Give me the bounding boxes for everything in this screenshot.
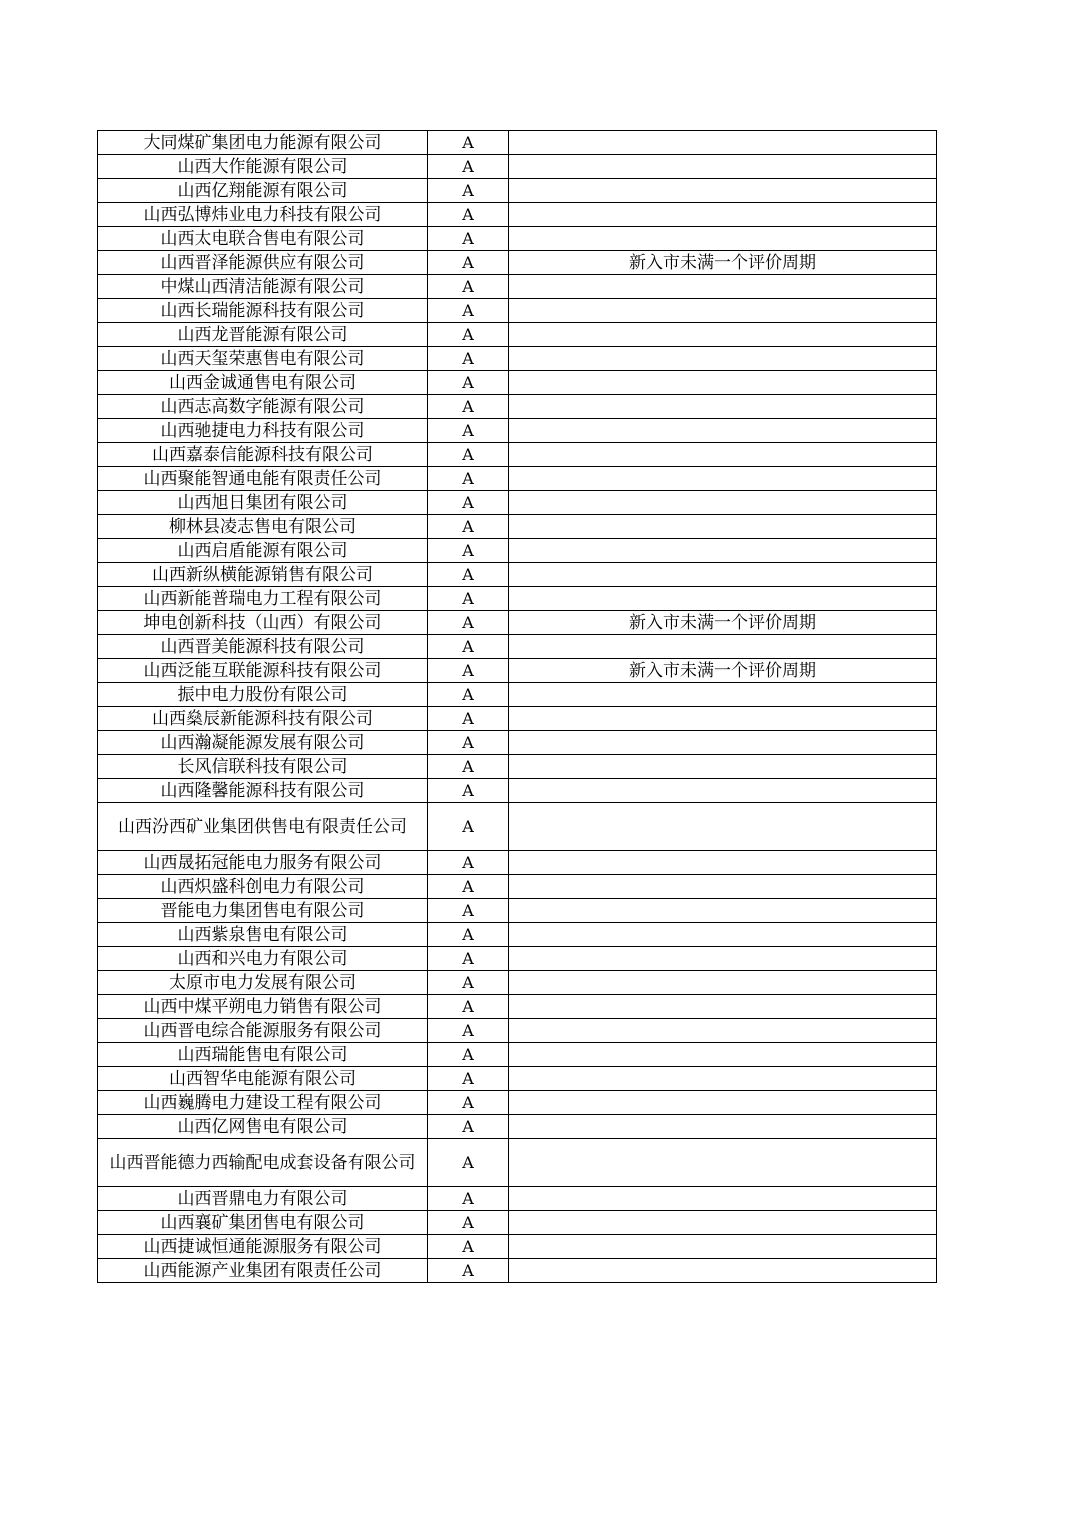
note-cell: 新入市未满一个评价周期 <box>509 251 937 275</box>
note-cell <box>509 467 937 491</box>
table-row <box>98 275 937 299</box>
note-cell <box>509 1139 937 1187</box>
company-name-cell: 长风信联科技有限公司 <box>98 755 428 779</box>
company-name-cell: 山西嘉泰信能源科技有限公司 <box>98 443 428 467</box>
table-row <box>98 1043 937 1067</box>
grade-cell: A <box>428 971 509 995</box>
grade-cell: A <box>428 347 509 371</box>
company-name-cell: 山西天玺荣惠售电有限公司 <box>98 347 428 371</box>
note-cell <box>509 851 937 875</box>
note-cell <box>509 419 937 443</box>
table-row <box>98 803 937 851</box>
company-name-cell: 山西启盾能源有限公司 <box>98 539 428 563</box>
grade-cell: A <box>428 203 509 227</box>
note-cell <box>509 179 937 203</box>
table-row <box>98 1019 937 1043</box>
company-grade-table <box>97 130 937 1283</box>
table-row <box>98 779 937 803</box>
table-row <box>98 1115 937 1139</box>
grade-cell: A <box>428 419 509 443</box>
table-row <box>98 1211 937 1235</box>
grade-cell: A <box>428 323 509 347</box>
company-name-cell: 山西晋鼎电力有限公司 <box>98 1187 428 1211</box>
grade-cell: A <box>428 899 509 923</box>
table-body <box>98 131 937 1283</box>
company-name-cell: 山西襄矿集团售电有限公司 <box>98 1211 428 1235</box>
company-name-cell: 山西驰捷电力科技有限公司 <box>98 419 428 443</box>
note-cell <box>509 275 937 299</box>
table-row <box>98 491 937 515</box>
grade-cell: A <box>428 1091 509 1115</box>
note-cell <box>509 995 937 1019</box>
company-name-cell: 山西能源产业集团有限责任公司 <box>98 1259 428 1283</box>
note-cell <box>509 779 937 803</box>
grade-cell: A <box>428 251 509 275</box>
company-name-cell: 山西隆馨能源科技有限公司 <box>98 779 428 803</box>
table-row <box>98 347 937 371</box>
company-name-cell: 山西晋能德力西输配电成套设备有限公司 <box>98 1139 428 1187</box>
table-row <box>98 371 937 395</box>
table-row <box>98 1235 937 1259</box>
note-cell <box>509 299 937 323</box>
table-row <box>98 851 937 875</box>
grade-cell: A <box>428 1067 509 1091</box>
table-row <box>98 875 937 899</box>
company-name-cell: 山西聚能智通电能有限责任公司 <box>98 467 428 491</box>
grade-cell: A <box>428 731 509 755</box>
company-name-cell: 山西亿翔能源有限公司 <box>98 179 428 203</box>
table-row <box>98 731 937 755</box>
company-name-cell: 大同煤矿集团电力能源有限公司 <box>98 131 428 155</box>
company-name-cell: 柳林县凌志售电有限公司 <box>98 515 428 539</box>
grade-cell: A <box>428 779 509 803</box>
table-row <box>98 635 937 659</box>
company-name-cell: 山西晋泽能源供应有限公司 <box>98 251 428 275</box>
note-cell <box>509 1187 937 1211</box>
note-cell: 新入市未满一个评价周期 <box>509 659 937 683</box>
table-row <box>98 419 937 443</box>
grade-cell: A <box>428 515 509 539</box>
grade-cell: A <box>428 1043 509 1067</box>
table-row <box>98 131 937 155</box>
note-cell <box>509 1211 937 1235</box>
table-row <box>98 1187 937 1211</box>
table-row <box>98 515 937 539</box>
note-cell <box>509 923 937 947</box>
company-name-cell: 山西长瑞能源科技有限公司 <box>98 299 428 323</box>
company-name-cell: 山西瑞能售电有限公司 <box>98 1043 428 1067</box>
company-name-cell: 太原市电力发展有限公司 <box>98 971 428 995</box>
table-row <box>98 251 937 275</box>
grade-cell: A <box>428 1187 509 1211</box>
company-name-cell: 山西金诚通售电有限公司 <box>98 371 428 395</box>
grade-cell: A <box>428 299 509 323</box>
table-row <box>98 995 937 1019</box>
note-cell <box>509 323 937 347</box>
company-name-cell: 山西新纵横能源销售有限公司 <box>98 563 428 587</box>
company-name-cell: 山西龙晋能源有限公司 <box>98 323 428 347</box>
note-cell <box>509 1235 937 1259</box>
note-cell <box>509 131 937 155</box>
grade-cell: A <box>428 875 509 899</box>
table-row <box>98 539 937 563</box>
company-name-cell: 山西大作能源有限公司 <box>98 155 428 179</box>
grade-cell: A <box>428 755 509 779</box>
table-row <box>98 323 937 347</box>
grade-cell: A <box>428 659 509 683</box>
company-name-cell: 晋能电力集团售电有限公司 <box>98 899 428 923</box>
company-name-cell: 山西和兴电力有限公司 <box>98 947 428 971</box>
company-name-cell: 山西志高数字能源有限公司 <box>98 395 428 419</box>
grade-cell: A <box>428 539 509 563</box>
table-row <box>98 947 937 971</box>
note-cell <box>509 515 937 539</box>
note-cell <box>509 371 937 395</box>
note-cell <box>509 899 937 923</box>
note-cell <box>509 227 937 251</box>
company-name-cell: 山西紫泉售电有限公司 <box>98 923 428 947</box>
note-cell <box>509 563 937 587</box>
table-row <box>98 707 937 731</box>
table-row <box>98 299 937 323</box>
note-cell: 新入市未满一个评价周期 <box>509 611 937 635</box>
table-row <box>98 443 937 467</box>
note-cell <box>509 803 937 851</box>
company-name-cell: 山西瀚凝能源发展有限公司 <box>98 731 428 755</box>
grade-cell: A <box>428 395 509 419</box>
table-row <box>98 755 937 779</box>
note-cell <box>509 1043 937 1067</box>
note-cell <box>509 971 937 995</box>
grade-cell: A <box>428 371 509 395</box>
grade-cell: A <box>428 923 509 947</box>
grade-cell: A <box>428 1211 509 1235</box>
grade-cell: A <box>428 803 509 851</box>
grade-cell: A <box>428 1115 509 1139</box>
note-cell <box>509 1259 937 1283</box>
table-row <box>98 1259 937 1283</box>
grade-cell: A <box>428 1235 509 1259</box>
company-name-cell: 山西捷诚恒通能源服务有限公司 <box>98 1235 428 1259</box>
grade-cell: A <box>428 1019 509 1043</box>
note-cell <box>509 155 937 179</box>
note-cell <box>509 947 937 971</box>
table-row <box>98 1139 937 1187</box>
grade-cell: A <box>428 467 509 491</box>
note-cell <box>509 443 937 467</box>
company-name-cell: 山西燊辰新能源科技有限公司 <box>98 707 428 731</box>
company-name-cell: 山西智华电能源有限公司 <box>98 1067 428 1091</box>
company-name-cell: 山西中煤平朔电力销售有限公司 <box>98 995 428 1019</box>
company-name-cell: 山西亿网售电有限公司 <box>98 1115 428 1139</box>
table-row <box>98 227 937 251</box>
grade-cell: A <box>428 851 509 875</box>
table-row <box>98 395 937 419</box>
note-cell <box>509 491 937 515</box>
note-cell <box>509 731 937 755</box>
company-name-cell: 山西旭日集团有限公司 <box>98 491 428 515</box>
grade-cell: A <box>428 995 509 1019</box>
company-name-cell: 山西泛能互联能源科技有限公司 <box>98 659 428 683</box>
company-name-cell: 山西太电联合售电有限公司 <box>98 227 428 251</box>
grade-cell: A <box>428 587 509 611</box>
table-row <box>98 683 937 707</box>
table-row <box>98 659 937 683</box>
note-cell <box>509 395 937 419</box>
grade-cell: A <box>428 1139 509 1187</box>
table-row <box>98 1091 937 1115</box>
grade-cell: A <box>428 635 509 659</box>
company-name-cell: 山西弘博炜业电力科技有限公司 <box>98 203 428 227</box>
company-name-cell: 山西晋美能源科技有限公司 <box>98 635 428 659</box>
table-row <box>98 155 937 179</box>
company-name-cell: 山西晋电综合能源服务有限公司 <box>98 1019 428 1043</box>
table-row <box>98 611 937 635</box>
grade-cell: A <box>428 611 509 635</box>
grade-cell: A <box>428 1259 509 1283</box>
table-row <box>98 467 937 491</box>
grade-cell: A <box>428 179 509 203</box>
table-row <box>98 203 937 227</box>
grade-cell: A <box>428 227 509 251</box>
note-cell <box>509 875 937 899</box>
grade-cell: A <box>428 563 509 587</box>
grade-cell: A <box>428 443 509 467</box>
grade-cell: A <box>428 491 509 515</box>
note-cell <box>509 635 937 659</box>
note-cell <box>509 203 937 227</box>
note-cell <box>509 755 937 779</box>
company-name-cell: 山西巍腾电力建设工程有限公司 <box>98 1091 428 1115</box>
company-name-cell: 山西汾西矿业集团供售电有限责任公司 <box>98 803 428 851</box>
table-row <box>98 179 937 203</box>
grade-cell: A <box>428 155 509 179</box>
company-name-cell: 中煤山西清洁能源有限公司 <box>98 275 428 299</box>
grade-cell: A <box>428 131 509 155</box>
note-cell <box>509 1019 937 1043</box>
grade-cell: A <box>428 683 509 707</box>
note-cell <box>509 707 937 731</box>
company-name-cell: 山西晟拓冠能电力服务有限公司 <box>98 851 428 875</box>
company-name-cell: 振中电力股份有限公司 <box>98 683 428 707</box>
table-row <box>98 923 937 947</box>
grade-cell: A <box>428 707 509 731</box>
table-row <box>98 1067 937 1091</box>
company-name-cell: 坤电创新科技（山西）有限公司 <box>98 611 428 635</box>
note-cell <box>509 587 937 611</box>
note-cell <box>509 347 937 371</box>
note-cell <box>509 1091 937 1115</box>
note-cell <box>509 1115 937 1139</box>
note-cell <box>509 1067 937 1091</box>
grade-cell: A <box>428 275 509 299</box>
table-row <box>98 563 937 587</box>
table-row <box>98 899 937 923</box>
table-row <box>98 971 937 995</box>
grade-cell: A <box>428 947 509 971</box>
spreadsheet-page <box>97 130 937 1283</box>
note-cell <box>509 683 937 707</box>
company-name-cell: 山西新能普瑞电力工程有限公司 <box>98 587 428 611</box>
table-row <box>98 587 937 611</box>
note-cell <box>509 539 937 563</box>
company-name-cell: 山西炽盛科创电力有限公司 <box>98 875 428 899</box>
